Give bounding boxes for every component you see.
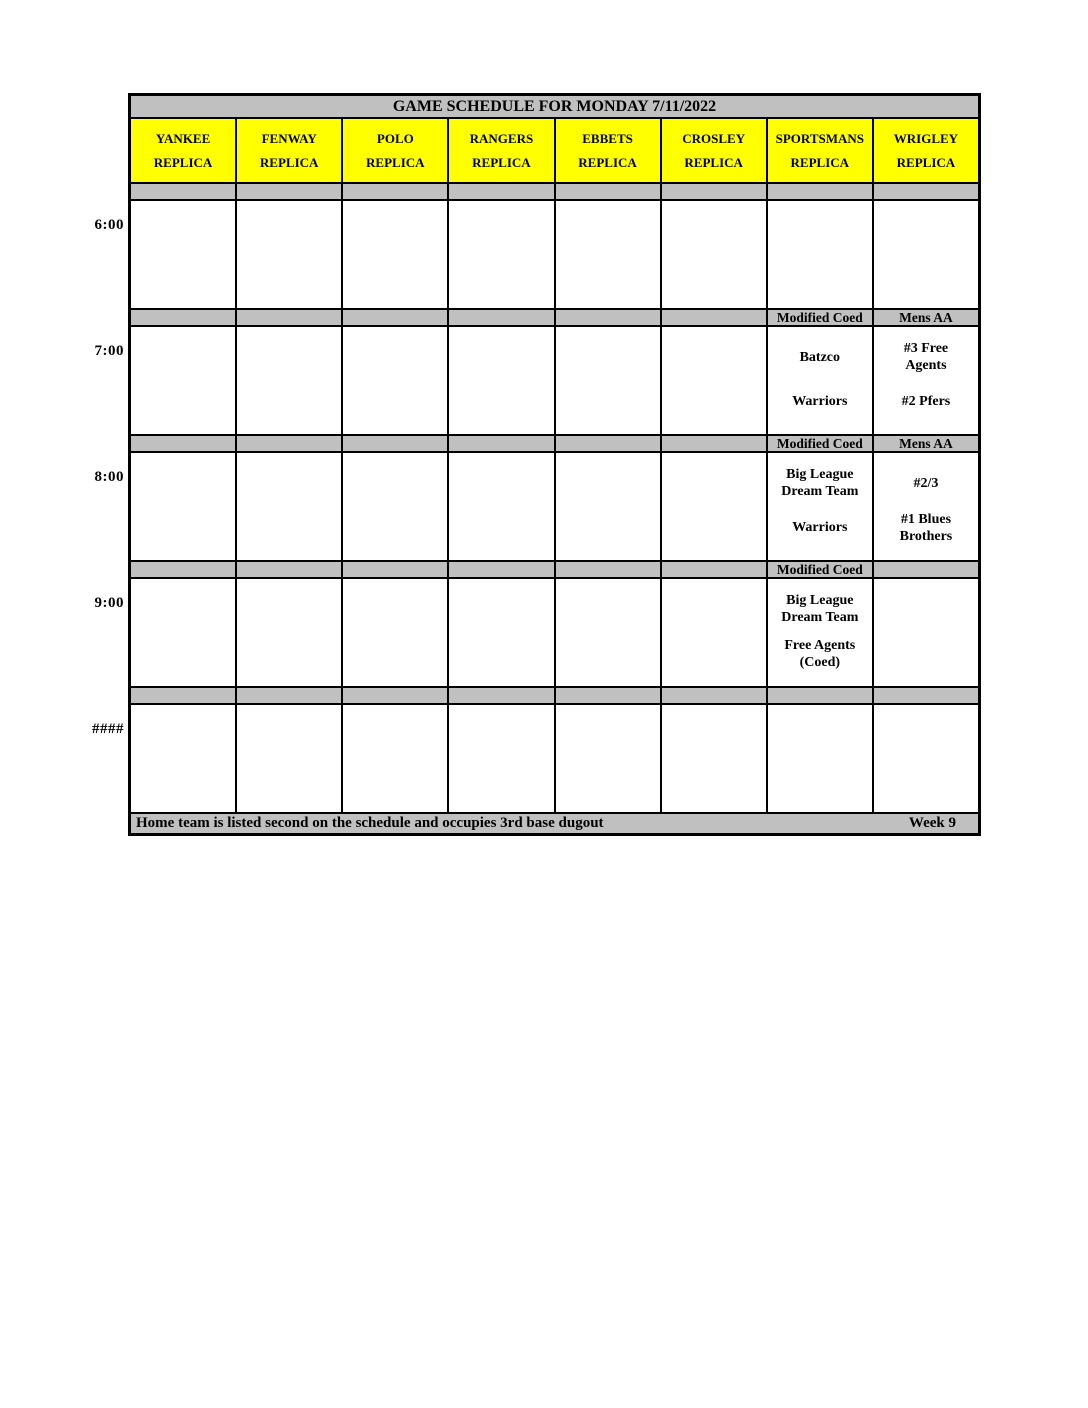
field-name: FENWAY	[261, 130, 317, 146]
cell-8pm-rangers	[447, 453, 553, 560]
league-label-sportsmans: Modified Coed	[766, 436, 872, 451]
band-cell	[447, 562, 553, 577]
cell-8pm-yankee	[131, 453, 235, 560]
band-cell	[660, 310, 766, 325]
cell-9pm-polo	[341, 579, 447, 686]
cell-7pm-crosley	[660, 327, 766, 434]
band-cell	[131, 436, 235, 451]
band-cell	[131, 562, 235, 577]
home-team: #2 Pfers	[901, 394, 951, 410]
cell-overflow-fenway	[235, 705, 341, 812]
cell-7pm-fenway	[235, 327, 341, 434]
schedule-table	[128, 93, 981, 836]
cell-7pm-ebbets	[554, 327, 660, 434]
game-row-9pm	[131, 577, 978, 686]
band-cell	[131, 184, 235, 199]
visitor-team: Big League Dream Team	[781, 467, 859, 500]
league-label-wrigley: Mens AA	[872, 436, 978, 451]
league-band-row-1	[131, 308, 978, 325]
cell-6pm-fenway	[235, 201, 341, 308]
game-row-8pm	[131, 451, 978, 560]
band-cell	[554, 688, 660, 703]
field-name: POLO	[376, 130, 414, 146]
league-label-wrigley: Mens AA	[872, 310, 978, 325]
band-cell	[341, 562, 447, 577]
time-label-8pm: 8:00	[94, 469, 124, 485]
field-sub: REPLICA	[578, 154, 637, 170]
league-band-row-3	[131, 560, 978, 577]
home-team: Warriors	[792, 394, 848, 410]
cell-9pm-crosley	[660, 579, 766, 686]
band-cell	[341, 310, 447, 325]
time-label-7pm: 7:00	[94, 343, 124, 359]
field-sub: REPLICA	[259, 154, 319, 170]
cell-9pm-ebbets	[554, 579, 660, 686]
visitor-team: #3 Free Agents	[903, 341, 949, 374]
visitor-team: Batzco	[799, 349, 841, 365]
field-sub: REPLICA	[684, 154, 743, 170]
field-sub: REPLICA	[472, 154, 531, 170]
cell-7pm-polo	[341, 327, 447, 434]
band-cell	[447, 436, 553, 451]
cell-overflow-crosley	[660, 705, 766, 812]
field-name: YANKEE	[155, 130, 211, 146]
field-header-crosley	[660, 119, 766, 182]
cell-6pm-yankee	[131, 201, 235, 308]
cell-7pm-rangers	[447, 327, 553, 434]
band-cell-sportsmans	[766, 688, 872, 703]
cell-6pm-crosley	[660, 201, 766, 308]
week-label: Week 9	[908, 815, 956, 831]
band-cell	[235, 688, 341, 703]
cell-9pm-yankee	[131, 579, 235, 686]
cell-6pm-polo	[341, 201, 447, 308]
field-header-polo	[341, 119, 447, 182]
band-cell	[235, 310, 341, 325]
field-sub: REPLICA	[790, 154, 850, 170]
time-label-6pm: 6:00	[94, 217, 124, 233]
cell-8pm-sportsmans	[766, 453, 872, 560]
band-cell	[554, 184, 660, 199]
cell-7pm-sportsmans	[766, 327, 872, 434]
band-cell-wrigley	[872, 184, 978, 199]
time-label-9pm: 9:00	[94, 595, 124, 611]
cell-6pm-ebbets	[554, 201, 660, 308]
band-cell	[341, 436, 447, 451]
home-team: Free Agents (Coed)	[784, 637, 856, 670]
cell-8pm-wrigley	[872, 453, 978, 560]
band-cell	[341, 184, 447, 199]
field-header-row	[131, 117, 978, 182]
footer-cell	[131, 814, 978, 833]
home-team: #1 Blues Brothers	[899, 511, 953, 544]
field-name: SPORTSMANS	[775, 130, 865, 146]
field-name: CROSLEY	[682, 130, 746, 146]
field-header-yankee	[131, 119, 235, 182]
field-sub: REPLICA	[366, 154, 425, 170]
cell-overflow-ebbets	[554, 705, 660, 812]
field-header-rangers	[447, 119, 553, 182]
cell-6pm-sportsmans	[766, 201, 872, 308]
band-cell	[235, 184, 341, 199]
home-team: Warriors	[792, 520, 848, 536]
band-cell-sportsmans	[766, 184, 872, 199]
field-name: EBBETS	[582, 130, 633, 146]
band-cell	[447, 184, 553, 199]
band-cell	[447, 688, 553, 703]
cell-9pm-fenway	[235, 579, 341, 686]
band-cell	[131, 688, 235, 703]
band-cell	[235, 436, 341, 451]
field-header-sportsmans	[766, 119, 872, 182]
footer-row	[131, 812, 978, 833]
field-name: WRIGLEY	[893, 130, 959, 146]
cell-overflow-yankee	[131, 705, 235, 812]
cell-8pm-crosley	[660, 453, 766, 560]
cell-overflow-wrigley	[872, 705, 978, 812]
league-label-wrigley	[872, 562, 978, 577]
field-name: RANGERS	[469, 130, 534, 146]
band-cell	[660, 436, 766, 451]
cell-7pm-yankee	[131, 327, 235, 434]
cell-overflow-sportsmans	[766, 705, 872, 812]
field-sub: REPLICA	[153, 154, 213, 170]
cell-9pm-sportsmans	[766, 579, 872, 686]
cell-8pm-ebbets	[554, 453, 660, 560]
title-row	[131, 96, 978, 117]
band-cell	[660, 184, 766, 199]
cell-9pm-wrigley	[872, 579, 978, 686]
band-cell	[341, 688, 447, 703]
game-row-overflow	[131, 703, 978, 812]
band-cell	[554, 436, 660, 451]
band-cell	[235, 562, 341, 577]
cell-9pm-rangers	[447, 579, 553, 686]
band-cell	[660, 562, 766, 577]
band-cell	[131, 310, 235, 325]
cell-overflow-rangers	[447, 705, 553, 812]
field-header-ebbets	[554, 119, 660, 182]
game-row-6pm	[131, 199, 978, 308]
league-band-row-0	[131, 182, 978, 199]
cell-overflow-polo	[341, 705, 447, 812]
band-cell	[554, 310, 660, 325]
league-band-row-4	[131, 686, 978, 703]
band-cell	[447, 310, 553, 325]
band-cell-wrigley	[872, 688, 978, 703]
field-header-wrigley	[872, 119, 978, 182]
league-label-sportsmans: Modified Coed	[766, 562, 872, 577]
cell-6pm-rangers	[447, 201, 553, 308]
band-cell	[554, 562, 660, 577]
cell-7pm-wrigley	[872, 327, 978, 434]
visitor-team: #2/3	[913, 475, 939, 491]
time-label-overflow: ####	[92, 721, 124, 737]
cell-6pm-wrigley	[872, 201, 978, 308]
league-label-sportsmans: Modified Coed	[766, 310, 872, 325]
page-title: GAME SCHEDULE FOR MONDAY 7/11/2022	[392, 97, 717, 115]
visitor-team: Big League Dream Team	[781, 593, 859, 626]
league-band-row-2	[131, 434, 978, 451]
game-row-7pm	[131, 325, 978, 434]
field-header-fenway	[235, 119, 341, 182]
cell-8pm-polo	[341, 453, 447, 560]
cell-8pm-fenway	[235, 453, 341, 560]
band-cell	[660, 688, 766, 703]
footer-note: Home team is listed second on the schedule and occupies 3rd base dugout	[136, 815, 604, 831]
field-sub: REPLICA	[896, 154, 956, 170]
